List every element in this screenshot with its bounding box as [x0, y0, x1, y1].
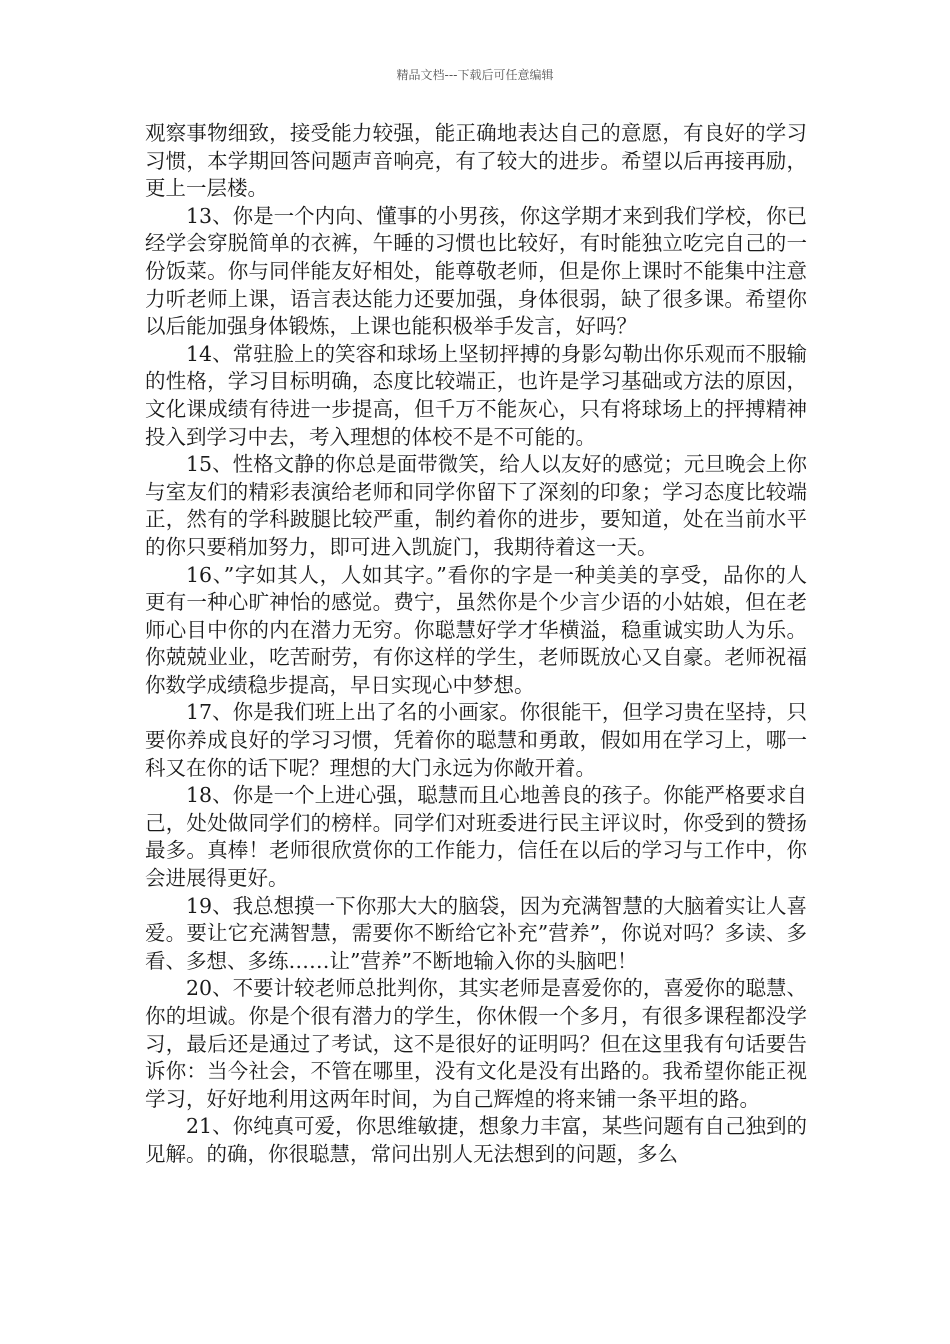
paragraph-17: 17、你是我们班上出了名的小画家。你很能干，但学习贵在坚持，只要你养成良好的学习习惯，凭着你的聪慧和勇敢，假如用在学习上，哪一科又在你的话下呢？理想的大门永远为你敞开着。	[145, 700, 807, 780]
paragraph-16: 16、”字如其人，人如其字。”看你的字是一种美美的享受，品你的人更有一种心旷神怡的感觉。费宁，虽然你是个少言少语的小姑娘，但在老师心目中你的内在潜力无穷。你聪慧好学才华横溢，稳重诚实助人为乐。你兢兢业业，吃苦耐劳，有你这样的学生，老师既放心又自豪。老师祝福你数学成绩稳步提高，早日实现心中梦想。	[145, 562, 807, 697]
paragraph-continuation: 观察事物细致，接受能力较强，能正确地表达自己的意愿，有良好的学习习惯，本学期回答问题声音响亮，有了较大的进步。希望以后再接再励，更上一层楼。	[145, 121, 807, 201]
paragraph-21: 21、你纯真可爱，你思维敏捷，想象力丰富，某些问题有自己独到的见解。的确，你很聪慧，常问出别人无法想到的问题，多么	[145, 1114, 807, 1166]
paragraph-19: 19、我总想摸一下你那大大的脑袋，因为充满智慧的大脑着实让人喜爱。要让它充满智慧，需要你不断给它补充”营养”，你说对吗？多读、多看、多想、多练……让”营养”不断地输入你的头脑吧！	[145, 893, 807, 973]
paragraph-14: 14、常驻脸上的笑容和球场上坚韧抨搏的身影勾勒出你乐观而不服输的性格，学习目标明确，态度比较端正，也许是学习基础或方法的原因，文化课成绩有待进一步提高，但千万不能灰心，只有将球场上的抨搏精神投入到学习中去，考入理想的体校不是不可能的。	[145, 341, 807, 449]
document-body	[145, 120, 807, 1169]
paragraph-13: 13、你是一个内向、懂事的小男孩，你这学期才来到我们学校，你已经学会穿脱简单的衣裤，午睡的习惯也比较好，有时能独立吃完自己的一份饭菜。你与同伴能友好相处，能尊敬老师，但是你上课时不能集中注意力听老师上课，语言表达能力还要加强，身体很弱，缺了很多课。希望你以后能加强身体锻炼，上课也能积极举手发言，好吗？	[145, 203, 807, 339]
paragraph-15: 15、性格文静的你总是面带微笑，给人以友好的感觉；元旦晚会上你与室友们的精彩表演给老师和同学你留下了深刻的印象；学习态度比较端正，然有的学科跛腿比较严重，制约着你的进步，要知道，处在当前水平的你只要稍加努力，即可进入凯旋门，我期待着这一天。	[145, 452, 807, 559]
page-header: 精品文档---下载后可任意编辑	[396, 68, 554, 82]
paragraph-20: 20、不要计较老师总批判你，其实老师是喜爱你的，喜爱你的聪慧、你的坦诚。你是个很有潜力的学生，你休假一个多月，有很多课程都没学习，最后还是通过了考试，这不是很好的证明吗？但在这里我有句话要告诉你：当今社会，不管在哪里，没有文化是没有出路的。我希望你能正视学习，好好地利用这两年时间，为自己辉煌的将来铺一条平坦的路。	[145, 976, 807, 1111]
paragraph-18: 18、你是一个上进心强，聪慧而且心地善良的孩子。你能严格要求自己，处处做同学们的榜样。同学们对班委进行民主评议时，你受到的赞扬最多。真棒！老师很欣赏你的工作能力，信任在以后的学习与工作中，你会进展得更好。	[145, 783, 807, 891]
